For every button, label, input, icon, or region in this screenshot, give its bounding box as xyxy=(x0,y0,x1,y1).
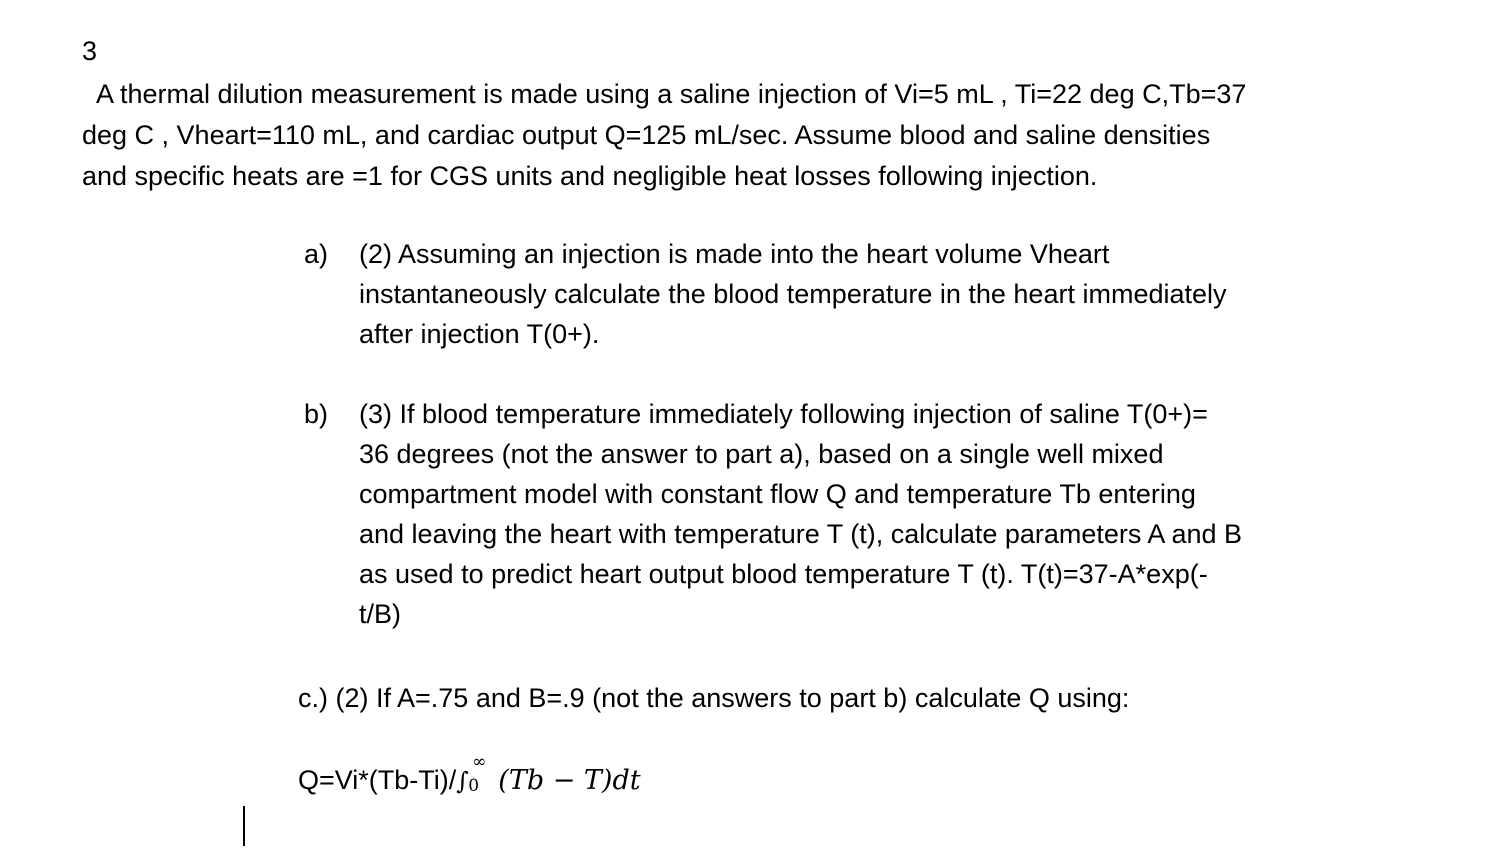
part-b-line-2: 36 degrees (not the answer to part a), based on a single well mixed xyxy=(359,439,1164,469)
integral-upper-limit: ∞ xyxy=(472,752,487,772)
part-a-marker: a) xyxy=(304,239,329,269)
part-b-text xyxy=(359,394,1242,634)
formula-integrand: (Tb − T)dt xyxy=(498,765,641,796)
problem-intro xyxy=(82,74,1402,197)
part-a-line-1: (2) Assuming an injection is made into the heart volume Vheart xyxy=(359,239,1110,269)
text-cursor xyxy=(243,806,245,846)
part-b-line-4: and leaving the heart with temperature T (t), calculate parameters A and B xyxy=(359,519,1242,549)
part-b-line-5: as used to predict heart output blood temperature T (t). T(t)=37-A*exp(- xyxy=(359,559,1208,589)
part-a-text xyxy=(359,234,1227,354)
integral-lower-limit: 0 xyxy=(468,776,480,796)
part-b-marker: b) xyxy=(304,399,329,429)
part-b-line-1: (3) If blood temperature immediately following injection of saline T(0+)= xyxy=(359,399,1208,429)
integral-limits xyxy=(468,752,498,796)
part-b-line-3: compartment model with constant flow Q and temperature Tb entering xyxy=(359,479,1196,509)
part-c: c.) (2) If A=.75 and B=.9 (not the answers to part b) calculate Q using: xyxy=(298,683,1130,713)
integral-sign: ∫ xyxy=(456,767,469,795)
formula xyxy=(298,752,641,801)
intro-line-2: deg C , Vheart=110 mL, and cardiac output Q=125 mL/sec. Assume blood and saline densities xyxy=(82,120,1211,150)
part-a-line-3: after injection T(0+). xyxy=(359,319,600,349)
part-b-line-6: t/B) xyxy=(359,599,402,629)
question-number: 3 xyxy=(82,36,98,66)
intro-line-1: A thermal dilution measurement is made using a saline injection of Vi=5 mL , Ti=22 deg C,Tb=37 xyxy=(96,79,1247,109)
formula-prefix: Q=Vi*(Tb-Ti)/ xyxy=(298,765,457,795)
part-a-line-2: instantaneously calculate the blood temperature in the heart immediately xyxy=(359,279,1227,309)
intro-line-3: and specific heats are =1 for CGS units and negligible heat losses following injection. xyxy=(82,161,1098,191)
